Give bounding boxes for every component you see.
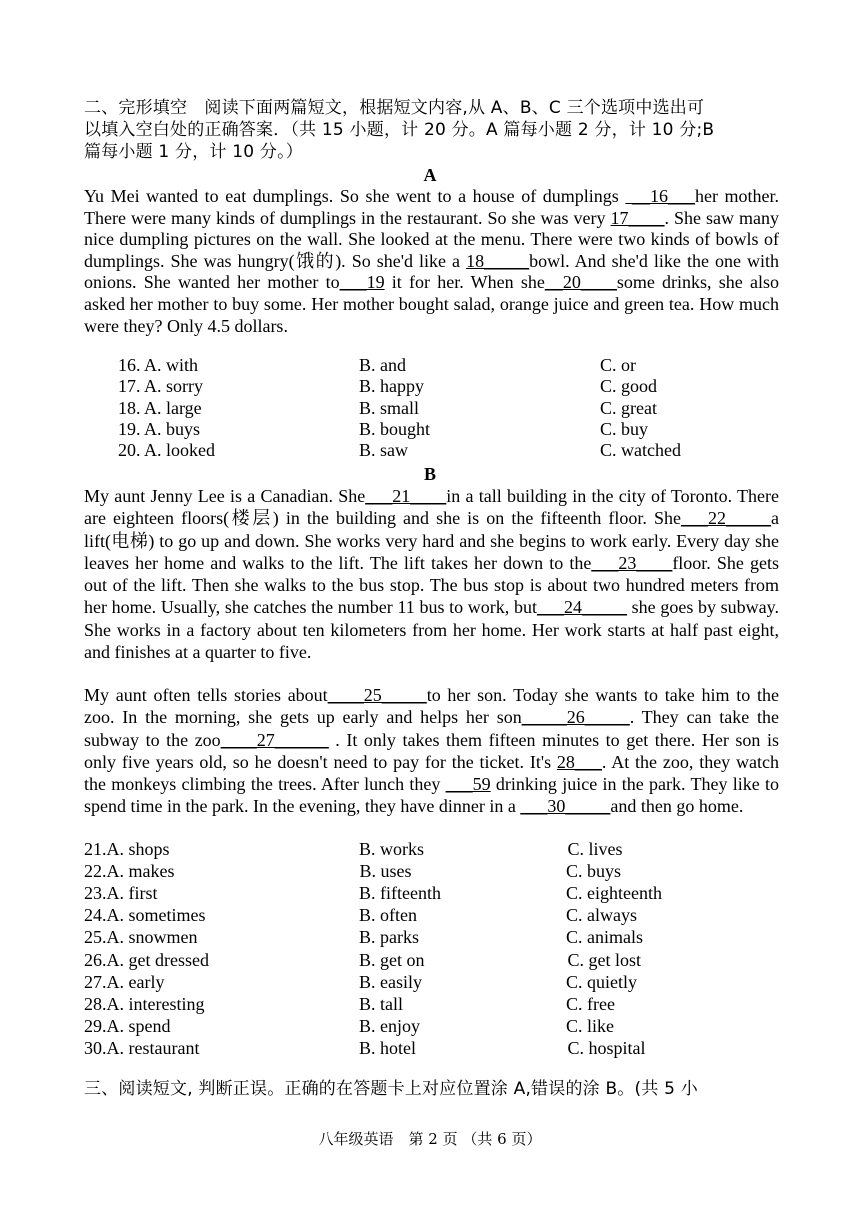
option-row <box>0 440 860 461</box>
text-run: drinking juice in the park. They like to spend time in the park. In the evening, they have dinner in a <box>84 774 779 817</box>
option-a: 23.A. first <box>84 883 158 904</box>
option-a: 17. A. sorry <box>118 376 203 397</box>
option-a: 30.A. restaurant <box>84 1037 200 1058</box>
passage-b-paragraph-1 <box>84 485 779 663</box>
option-a: 22.A. makes <box>84 861 175 882</box>
blank-26: _____26_____ <box>521 707 630 728</box>
text-run: she goes by subway. She works in a factory about ten kilometers from her home. Her work starts at half past eight, and finishes at a quarter to five. <box>84 597 779 663</box>
text-run: . It only takes them fifteen minutes to get there. Her son is only five years old, so he doesn't need to pay for the ticket. It's <box>84 729 779 772</box>
passage-a-text <box>84 186 779 337</box>
option-row <box>0 1038 860 1060</box>
option-a: 20. A. looked <box>118 440 215 461</box>
text-run: . She saw many nice dumpling pictures on the wall. She looked at the menu. There were two kinds of bowls of dumplings. She was hungry(饿的). So she'd like a <box>84 207 780 271</box>
option-b: B. tall <box>359 993 403 1014</box>
option-c: C. like <box>566 1015 614 1036</box>
option-row <box>0 972 860 994</box>
text-run: some drinks, she also asked her mother to buy some. Her mother bought salad, orange juice and green tea. How much were they? Only 4.5 dollars. <box>84 272 779 336</box>
option-c: C. buys <box>566 861 622 882</box>
option-b: B. easily <box>359 971 422 992</box>
option-c: C. great <box>600 397 657 418</box>
blank-22: ___22_____ <box>681 508 771 529</box>
option-row <box>0 927 860 949</box>
section-3-instructions <box>84 1078 784 1100</box>
section-2-instructions <box>84 97 784 163</box>
passage-a-title: A <box>423 165 437 185</box>
option-a: 24.A. sometimes <box>84 905 206 926</box>
option-b: B. bought <box>359 418 431 439</box>
section-2-line-2: 以填入空白处的正确答案．（共 15 小题，计 20 分。A 篇每小题 2 分，计 10 分;B <box>84 120 715 140</box>
text-run: . At the zoo, they watch the monkeys climbing the trees. After lunch they <box>84 751 779 795</box>
text-run: Yu Mei wanted to eat dumplings. So she went to a house of dumplings <box>84 186 626 206</box>
option-a: 27.A. early <box>84 971 165 992</box>
option-row <box>0 419 860 440</box>
blank-27: ____27______ <box>220 729 329 750</box>
blank-16: __16___ <box>625 186 695 206</box>
option-a: 26.A. get dressed <box>84 949 209 970</box>
option-b: B. and <box>359 355 406 375</box>
option-row <box>0 950 860 972</box>
option-c: C. free <box>566 993 615 1014</box>
text-run: a lift(电梯) to go up and down. She works very hard and she begins to work early. Every day she leaves her home and walks to the lift. The lift takes her down to the <box>84 508 779 573</box>
blank-25: ____25_____ <box>327 685 427 705</box>
option-row <box>0 883 860 905</box>
option-a: 19. A. buys <box>118 418 201 439</box>
option-row <box>0 398 860 419</box>
option-b: B. happy <box>359 376 424 397</box>
text-run: bowl. And she'd like the one with onions. She wanted her mother to <box>84 250 779 293</box>
passage-b-paragraph-2 <box>84 684 779 818</box>
passage-b-title: B <box>423 464 436 484</box>
option-a: 18. A. large <box>118 397 202 418</box>
option-c: C. watched <box>600 440 681 461</box>
option-c: C. quietly <box>566 971 637 992</box>
option-b: B. enjoy <box>359 1015 420 1036</box>
option-row <box>0 1016 860 1038</box>
section-2-line-1: 二、完形填空 阅读下面两篇短文，根据短文内容,从 A、B、C 三个选项中选出可 <box>84 98 705 118</box>
blank-17: 17____ <box>610 207 665 228</box>
option-row <box>0 839 860 861</box>
blank-19: ___19 <box>339 272 385 293</box>
text-run: My aunt often tells stories about <box>84 685 328 705</box>
option-a: 21.A. shops <box>84 839 170 859</box>
option-c: C. or <box>600 355 636 375</box>
blank-18: 18_____ <box>466 250 530 271</box>
option-c: C. eighteenth <box>566 883 662 904</box>
text-run: . They can take the subway to the zoo <box>84 707 780 750</box>
option-b: B. small <box>359 397 420 418</box>
option-b: B. often <box>359 905 417 926</box>
blank-24: ___24_____ <box>536 597 627 618</box>
option-c: C. hospital <box>563 1037 646 1058</box>
text-run: in a tall building in the city of Toronto. There are eighteen floors(楼层) in the building and she is on the fifteenth floor. She <box>84 486 779 529</box>
option-b: B. works <box>359 839 425 859</box>
option-a: 25.A. snowmen <box>84 927 198 948</box>
option-row <box>0 905 860 927</box>
blank-30: ___30_____ <box>520 796 611 817</box>
option-a: 16. A. with <box>118 355 199 375</box>
section-3-line-1: 三、阅读短文, 判断正误。正确的在答题卡上对应位置涂 A,错误的涂 B。(共 5 小 <box>84 1079 698 1099</box>
option-c: C. always <box>566 905 637 926</box>
option-c: C. animals <box>566 927 643 948</box>
blank-28: 28___ <box>556 751 602 772</box>
option-b: B. uses <box>355 861 412 882</box>
text-run: her mother. There were many kinds of dumplings in the restaurant. So she was very <box>84 186 780 228</box>
blank-23: ___23____ <box>591 552 673 573</box>
option-b: B. fifteenth <box>359 883 441 904</box>
option-row <box>0 994 860 1016</box>
option-c: C. get lost <box>563 949 642 970</box>
option-b: B. parks <box>359 927 419 948</box>
page-footer: 八年级英语 第 2 页 （共 6 页） <box>318 1130 542 1148</box>
option-row <box>0 861 860 883</box>
text-run: floor. She gets out of the lift. Then she walks to the bus stop. The bus stop is about two hundred meters from her home. Usually, she catches the number 11 bus to work, but <box>84 552 779 618</box>
option-c: C. buy <box>600 418 649 439</box>
option-row <box>0 355 860 376</box>
option-a: 29.A. spend <box>84 1015 171 1036</box>
text-run: it for her. When she <box>384 272 545 293</box>
text-run: and then go home. <box>610 796 744 817</box>
option-a: 28.A. interesting <box>84 993 205 1014</box>
option-b: B. saw <box>359 440 408 461</box>
option-c: C. good <box>600 376 658 397</box>
blank-29: ___59 <box>445 774 491 795</box>
option-row <box>0 376 860 397</box>
text-run: My aunt Jenny Lee is a Canadian. She <box>84 486 366 506</box>
option-b: B. hotel <box>359 1037 416 1058</box>
option-b: B. get on <box>359 949 425 970</box>
option-c: C. lives <box>563 839 623 859</box>
text-run: to her son. Today she wants to take him to the zoo. In the morning, she gets up early and helps her son <box>84 685 779 728</box>
blank-21: ___21____ <box>365 486 447 506</box>
section-2-line-3: 篇每小题 1 分，计 10 分。） <box>84 142 303 162</box>
blank-20: __20____ <box>544 272 617 293</box>
